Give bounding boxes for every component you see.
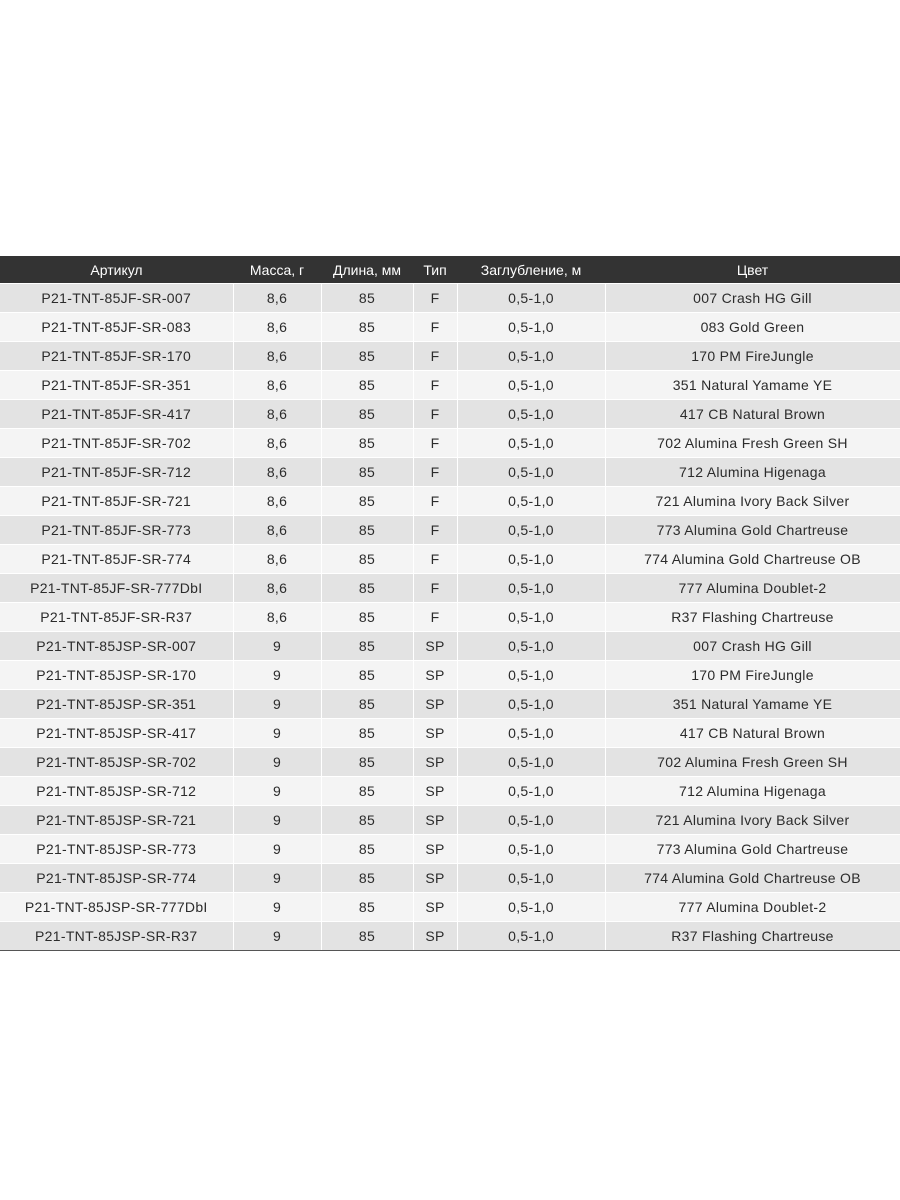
cell-type: SP [413, 632, 457, 661]
cell-length: 85 [321, 690, 413, 719]
cell-mass: 9 [233, 835, 321, 864]
cell-type: F [413, 284, 457, 313]
cell-article: P21-TNT-85JSP-SR-774 [0, 864, 233, 893]
cell-type: SP [413, 864, 457, 893]
header-color: Цвет [605, 256, 900, 284]
cell-depth: 0,5-1,0 [457, 284, 605, 313]
cell-type: SP [413, 777, 457, 806]
cell-type: SP [413, 922, 457, 951]
cell-article: P21-TNT-85JF-SR-777DbI [0, 574, 233, 603]
table-row [0, 574, 900, 603]
table-header [0, 256, 900, 284]
cell-depth: 0,5-1,0 [457, 429, 605, 458]
cell-color: 774 Alumina Gold Chartreuse OB [605, 545, 900, 574]
cell-mass: 9 [233, 864, 321, 893]
table-body [0, 284, 900, 951]
cell-type: F [413, 603, 457, 632]
table-row [0, 748, 900, 777]
cell-length: 85 [321, 864, 413, 893]
cell-color: 083 Gold Green [605, 313, 900, 342]
cell-length: 85 [321, 342, 413, 371]
cell-mass: 8,6 [233, 458, 321, 487]
table-row [0, 429, 900, 458]
cell-length: 85 [321, 632, 413, 661]
cell-type: F [413, 313, 457, 342]
cell-length: 85 [321, 313, 413, 342]
cell-article: P21-TNT-85JSP-SR-702 [0, 748, 233, 777]
table-row [0, 458, 900, 487]
header-mass: Масса, г [233, 256, 321, 284]
cell-color: 007 Crash HG Gill [605, 632, 900, 661]
cell-color: R37 Flashing Chartreuse [605, 922, 900, 951]
cell-length: 85 [321, 516, 413, 545]
cell-article: P21-TNT-85JF-SR-712 [0, 458, 233, 487]
cell-type: F [413, 458, 457, 487]
cell-article: P21-TNT-85JF-SR-007 [0, 284, 233, 313]
cell-type: SP [413, 806, 457, 835]
cell-depth: 0,5-1,0 [457, 400, 605, 429]
cell-depth: 0,5-1,0 [457, 574, 605, 603]
table-row [0, 806, 900, 835]
table-row [0, 690, 900, 719]
cell-depth: 0,5-1,0 [457, 661, 605, 690]
cell-length: 85 [321, 400, 413, 429]
cell-depth: 0,5-1,0 [457, 313, 605, 342]
cell-depth: 0,5-1,0 [457, 342, 605, 371]
cell-mass: 8,6 [233, 516, 321, 545]
header-depth: Заглубление, м [457, 256, 605, 284]
cell-length: 85 [321, 371, 413, 400]
table-row [0, 487, 900, 516]
cell-article: P21-TNT-85JSP-SR-777DbI [0, 893, 233, 922]
cell-article: P21-TNT-85JF-SR-721 [0, 487, 233, 516]
cell-color: 712 Alumina Higenaga [605, 458, 900, 487]
cell-length: 85 [321, 893, 413, 922]
table-row [0, 516, 900, 545]
cell-color: 777 Alumina Doublet-2 [605, 893, 900, 922]
cell-type: F [413, 487, 457, 516]
cell-type: SP [413, 893, 457, 922]
cell-color: 712 Alumina Higenaga [605, 777, 900, 806]
cell-mass: 9 [233, 777, 321, 806]
table-row [0, 313, 900, 342]
cell-depth: 0,5-1,0 [457, 487, 605, 516]
cell-color: 721 Alumina Ivory Back Silver [605, 806, 900, 835]
table-row [0, 342, 900, 371]
table-row [0, 632, 900, 661]
cell-color: R37 Flashing Chartreuse [605, 603, 900, 632]
cell-color: 417 CB Natural Brown [605, 400, 900, 429]
cell-type: F [413, 429, 457, 458]
cell-color: 417 CB Natural Brown [605, 719, 900, 748]
header-type: Тип [413, 256, 457, 284]
cell-length: 85 [321, 661, 413, 690]
cell-type: SP [413, 719, 457, 748]
table-row [0, 371, 900, 400]
cell-length: 85 [321, 777, 413, 806]
cell-length: 85 [321, 458, 413, 487]
cell-depth: 0,5-1,0 [457, 458, 605, 487]
spec-table-container [0, 256, 900, 951]
cell-depth: 0,5-1,0 [457, 864, 605, 893]
cell-color: 777 Alumina Doublet-2 [605, 574, 900, 603]
table-row [0, 603, 900, 632]
table-row [0, 835, 900, 864]
cell-color: 774 Alumina Gold Chartreuse OB [605, 864, 900, 893]
cell-depth: 0,5-1,0 [457, 603, 605, 632]
cell-color: 170 PM FireJungle [605, 342, 900, 371]
cell-mass: 9 [233, 806, 321, 835]
cell-depth: 0,5-1,0 [457, 371, 605, 400]
cell-article: P21-TNT-85JSP-SR-712 [0, 777, 233, 806]
cell-color: 702 Alumina Fresh Green SH [605, 748, 900, 777]
cell-type: F [413, 516, 457, 545]
table-row [0, 400, 900, 429]
cell-length: 85 [321, 806, 413, 835]
cell-mass: 8,6 [233, 487, 321, 516]
cell-length: 85 [321, 429, 413, 458]
cell-article: P21-TNT-85JF-SR-774 [0, 545, 233, 574]
cell-length: 85 [321, 922, 413, 951]
cell-depth: 0,5-1,0 [457, 719, 605, 748]
cell-type: F [413, 371, 457, 400]
cell-length: 85 [321, 487, 413, 516]
cell-article: P21-TNT-85JSP-SR-773 [0, 835, 233, 864]
header-article: Артикул [0, 256, 233, 284]
cell-depth: 0,5-1,0 [457, 632, 605, 661]
cell-article: P21-TNT-85JSP-SR-R37 [0, 922, 233, 951]
cell-length: 85 [321, 603, 413, 632]
table-row [0, 661, 900, 690]
cell-mass: 8,6 [233, 603, 321, 632]
cell-article: P21-TNT-85JSP-SR-721 [0, 806, 233, 835]
cell-depth: 0,5-1,0 [457, 893, 605, 922]
cell-mass: 9 [233, 632, 321, 661]
cell-color: 721 Alumina Ivory Back Silver [605, 487, 900, 516]
cell-type: F [413, 545, 457, 574]
cell-mass: 9 [233, 719, 321, 748]
cell-article: P21-TNT-85JF-SR-351 [0, 371, 233, 400]
cell-article: P21-TNT-85JSP-SR-170 [0, 661, 233, 690]
cell-depth: 0,5-1,0 [457, 777, 605, 806]
table-row [0, 284, 900, 313]
cell-length: 85 [321, 574, 413, 603]
cell-color: 773 Alumina Gold Chartreuse [605, 835, 900, 864]
cell-color: 170 PM FireJungle [605, 661, 900, 690]
cell-mass: 9 [233, 661, 321, 690]
cell-mass: 8,6 [233, 284, 321, 313]
table-row [0, 545, 900, 574]
cell-depth: 0,5-1,0 [457, 835, 605, 864]
cell-color: 351 Natural Yamame YE [605, 371, 900, 400]
cell-article: P21-TNT-85JF-SR-702 [0, 429, 233, 458]
cell-type: SP [413, 661, 457, 690]
cell-depth: 0,5-1,0 [457, 690, 605, 719]
cell-article: P21-TNT-85JSP-SR-351 [0, 690, 233, 719]
table-row [0, 893, 900, 922]
cell-article: P21-TNT-85JSP-SR-007 [0, 632, 233, 661]
table-row [0, 864, 900, 893]
cell-mass: 8,6 [233, 313, 321, 342]
cell-type: SP [413, 835, 457, 864]
cell-mass: 8,6 [233, 429, 321, 458]
cell-mass: 8,6 [233, 574, 321, 603]
cell-type: F [413, 574, 457, 603]
cell-length: 85 [321, 748, 413, 777]
cell-mass: 9 [233, 690, 321, 719]
cell-mass: 9 [233, 922, 321, 951]
cell-article: P21-TNT-85JSP-SR-417 [0, 719, 233, 748]
cell-mass: 8,6 [233, 545, 321, 574]
cell-article: P21-TNT-85JF-SR-R37 [0, 603, 233, 632]
cell-article: P21-TNT-85JF-SR-170 [0, 342, 233, 371]
cell-mass: 8,6 [233, 371, 321, 400]
cell-mass: 8,6 [233, 342, 321, 371]
cell-type: SP [413, 690, 457, 719]
cell-color: 702 Alumina Fresh Green SH [605, 429, 900, 458]
cell-mass: 9 [233, 893, 321, 922]
cell-depth: 0,5-1,0 [457, 545, 605, 574]
cell-depth: 0,5-1,0 [457, 806, 605, 835]
cell-length: 85 [321, 835, 413, 864]
cell-length: 85 [321, 545, 413, 574]
cell-type: F [413, 342, 457, 371]
cell-length: 85 [321, 719, 413, 748]
cell-length: 85 [321, 284, 413, 313]
cell-article: P21-TNT-85JF-SR-083 [0, 313, 233, 342]
table-row [0, 719, 900, 748]
table-row [0, 777, 900, 806]
cell-color: 773 Alumina Gold Chartreuse [605, 516, 900, 545]
cell-depth: 0,5-1,0 [457, 922, 605, 951]
cell-article: P21-TNT-85JF-SR-417 [0, 400, 233, 429]
cell-color: 007 Crash HG Gill [605, 284, 900, 313]
cell-color: 351 Natural Yamame YE [605, 690, 900, 719]
header-length: Длина, мм [321, 256, 413, 284]
cell-type: F [413, 400, 457, 429]
table-row [0, 922, 900, 951]
spec-table [0, 256, 900, 951]
cell-article: P21-TNT-85JF-SR-773 [0, 516, 233, 545]
cell-mass: 9 [233, 748, 321, 777]
cell-type: SP [413, 748, 457, 777]
cell-depth: 0,5-1,0 [457, 516, 605, 545]
cell-mass: 8,6 [233, 400, 321, 429]
header-row [0, 256, 900, 284]
cell-depth: 0,5-1,0 [457, 748, 605, 777]
